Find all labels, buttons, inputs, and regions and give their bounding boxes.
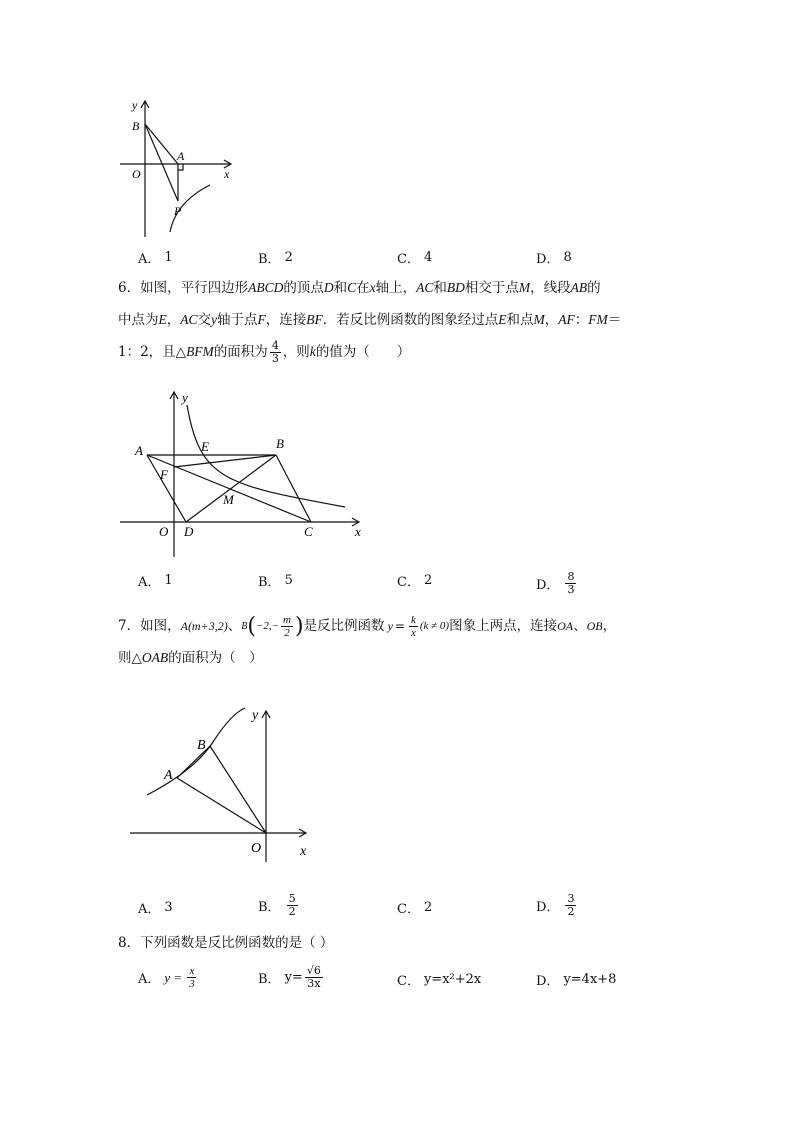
q8-stem	[118, 928, 678, 959]
q7-label-x: x	[300, 844, 307, 859]
q6-label-O: O	[159, 524, 169, 539]
q5-option-b[interactable]: B． 2	[258, 250, 293, 267]
q6-area-fraction: $\frac{4}{3}$	[271, 339, 279, 365]
q6-stem	[118, 272, 678, 368]
q5-right-angle-mark	[178, 164, 183, 170]
q5-option-c[interactable]: C． 4	[397, 250, 433, 267]
q8-line-1: 8．下列函数是反比例函数的是（ ）	[118, 935, 334, 951]
q5-label-y: y	[132, 98, 138, 112]
q6-figure	[115, 385, 370, 560]
q7-hyperbola	[147, 708, 245, 795]
q5-segment-BP	[145, 124, 178, 201]
q7-label-A: A	[164, 768, 173, 783]
q7-label-y: y	[252, 708, 259, 723]
q7-segment-OA	[177, 778, 266, 833]
q8-option-c[interactable]: C． y=x²+2x	[397, 972, 482, 989]
q5-label-x: x	[224, 167, 230, 181]
q6-option-d[interactable]: D． $\frac{8}{3}$	[536, 570, 575, 596]
q5-label-P: P	[174, 204, 182, 218]
q6-label-D: D	[184, 524, 194, 539]
q5-figure	[110, 92, 245, 240]
q6-label-M: M	[223, 492, 234, 507]
q8-option-b[interactable]: B． y= $\frac{√6}{3x}$	[258, 964, 321, 990]
q6-diagonal-AC	[147, 455, 311, 522]
q7-figure	[125, 700, 320, 865]
q6-label-A: A	[135, 443, 143, 458]
q5-option-d[interactable]: D． 8	[536, 250, 572, 267]
q7-option-b[interactable]: B． $\frac{5}{2}$	[258, 892, 296, 918]
q6-label-F: F	[160, 467, 168, 482]
q5-label-O: O	[132, 167, 141, 181]
q6-line-3: 1：2，且△BFM的面积为 $\frac{4}{3}$ ，则k的值为（ ）	[118, 339, 411, 365]
q6-segment-BF	[174, 455, 276, 467]
q5-label-A: A	[177, 149, 185, 163]
q7-stem	[118, 611, 678, 674]
q6-side-AD	[147, 455, 186, 522]
q7-line-1: 7．如图， A (m+3,2) 、 B ( −2,− $\frac{m}{2}$ ) 是反比例函数 y = $\frac{k}{x}$ (k ≠ 0) 图象上两点，连接 OA 、 OB ，	[118, 614, 617, 639]
q6-option-b[interactable]: B． 5	[258, 573, 293, 590]
q7-option-a[interactable]: A． 3	[138, 900, 173, 917]
q6-option-c[interactable]: C． 2	[397, 573, 433, 590]
q6-label-C: C	[304, 524, 313, 539]
q6-side-BC	[276, 455, 311, 522]
q7-option-d[interactable]: D． $\frac{3}{2}$	[536, 892, 575, 918]
q5-option-a[interactable]: A． 1	[138, 250, 173, 267]
q6-line-1: 6．如图，平行四边形ABCD的顶点D和C在x轴上，AC和BD相交于点M，线段AB的	[118, 280, 601, 296]
q6-label-B: B	[276, 436, 284, 451]
q5-label-B: B	[132, 119, 140, 133]
q7-option-c[interactable]: C． 2	[397, 900, 433, 917]
q7-line-2: 则△OAB的面积为（ ）	[118, 650, 263, 666]
q6-label-E: E	[201, 439, 209, 454]
q8-option-a[interactable]: A． y = $\frac{x}{3}$	[138, 965, 195, 990]
q7-label-O: O	[251, 841, 262, 856]
q6-diagonal-BD	[186, 455, 276, 522]
q6-line-2: 中点为E，AC交y轴于点F，连接BF．若反比例函数的图象经过点E和点M，AF：FM＝	[118, 312, 622, 328]
q7-segment-OB	[210, 746, 266, 833]
q8-option-d[interactable]: D． y=4x+8	[536, 972, 617, 989]
q6-label-y: y	[182, 390, 188, 405]
q7-label-B: B	[197, 738, 206, 753]
q6-label-x: x	[355, 524, 361, 539]
q5-segment-BA	[145, 124, 178, 164]
q6-option-a[interactable]: A． 1	[138, 573, 173, 590]
